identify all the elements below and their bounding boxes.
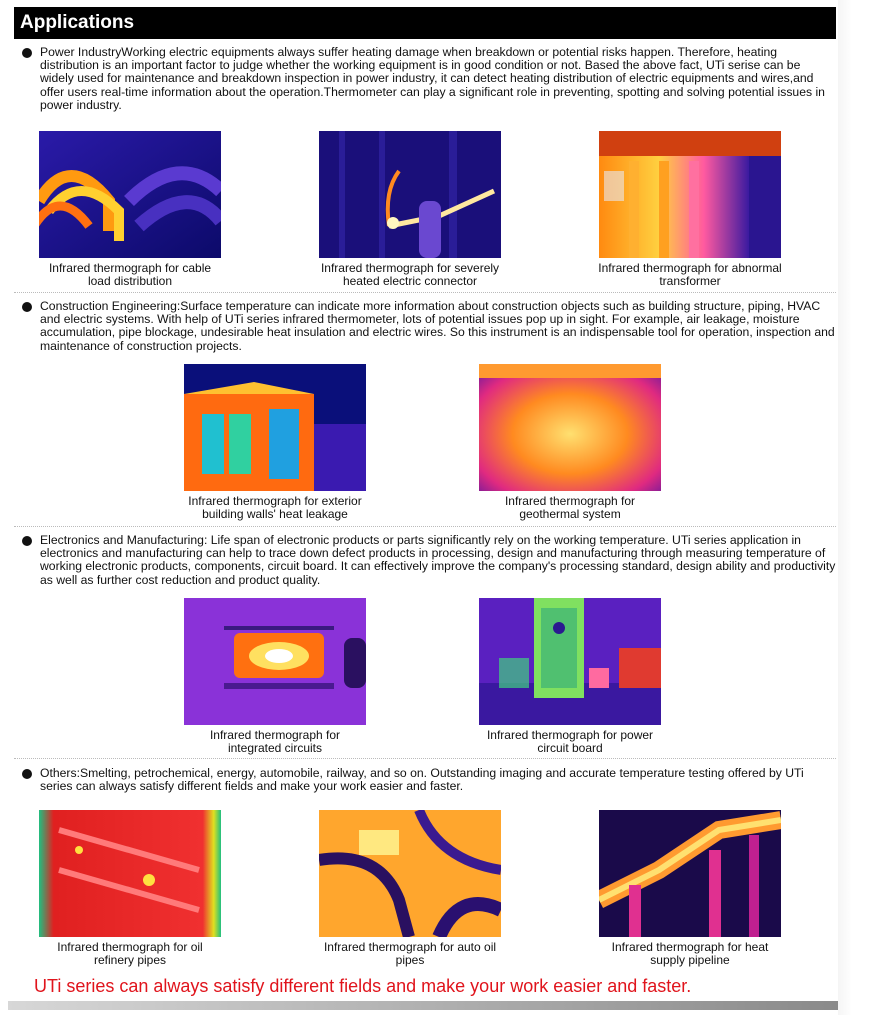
section-paragraph [14,300,836,353]
figure-caption: Infrared thermograph for severely heated electric connector [320,261,500,288]
section-header [14,7,836,39]
figure-caption: Infrared thermograph for integrated circuits [209,728,341,755]
thermal-image-transformer [599,131,781,258]
figure-caption: Infrared thermograph for power circuit board [486,728,654,755]
figure-caption: Infrared thermograph for oil refinery pipes [57,940,203,967]
section-others [14,766,836,967]
thermal-image-building [184,364,366,491]
bullet-icon [22,536,32,546]
figure-connector [317,131,503,287]
section-divider [14,758,836,759]
section-divider [14,526,836,527]
figure-auto-pipes [317,810,503,966]
figure-ic [182,598,368,754]
thermal-image-refinery [39,810,221,937]
section-divider [14,292,836,293]
bottom-bar [8,1001,838,1010]
section-paragraph [14,534,836,587]
section-power-industry [14,45,836,288]
figure-caption: Infrared thermograph for exterior building walls' heat leakage [188,494,362,521]
paragraph-text: Construction Engineering:Surface temperature can indicate more information about construction objects such as building structure, piping, HVAC and electric systems. With help of UTi series infrared thermometer, lots of potential issues pop up in sight. For example, air leakage, moisture accumulation, pipe blockage, undesirable heat insulation and electric wires. So this instrument is an indispensable tool for operation, inspection and maintenance of construction projects. [40,299,835,353]
thermal-image-geothermal [479,364,661,491]
figure-building [182,364,368,520]
section-paragraph [14,767,836,793]
bullet-icon [22,48,32,58]
figure-caption: Infrared thermograph for cable load distribution [48,261,212,288]
thermal-image-heat-pipeline [599,810,781,937]
figure-cable [37,131,223,287]
thermal-image-auto-pipes [319,810,501,937]
paragraph-text: Electronics and Manufacturing: Life span of electronic products or parts significantly rely on the working temperature. UTi series application in electronics and manufacturing can help to trace down defect products in processing, design and manufacturing through measuring temperature of working electronic products, components, circuit board. It can effectively improve the company's processing standard, design ability and productivity as well as further cost reduction and product quality. [40,533,836,587]
thermal-image-cable [39,131,221,258]
figure-caption: Infrared thermograph for auto oil pipes [323,940,497,967]
figure-pcb [477,598,663,754]
figure-caption: Infrared thermograph for abnormal transformer [598,261,782,288]
section-construction [14,299,836,521]
bullet-icon [22,769,32,779]
thermal-image-connector [319,131,501,258]
figure-transformer [597,131,783,287]
page-edge-shade [838,0,852,1015]
thermal-image-ic [184,598,366,725]
figure-caption: Infrared thermograph for geothermal system [504,494,636,521]
page-title: Applications [20,12,135,33]
paragraph-text: Others:Smelting, petrochemical, energy, automobile, railway, and so on. Outstanding imaging and accurate temperature testing offered by UTi series can always satisfy different fields and make your work easier and faster. [40,766,804,794]
figure-refinery [37,810,223,966]
figure-heat-pipeline [597,810,783,966]
thermal-image-pcb [479,598,661,725]
footer-slogan: UTi series can always satisfy different fields and make your work easier and faster. [34,976,692,996]
section-paragraph [14,46,836,112]
figure-geothermal [477,364,663,520]
paragraph-text: Power IndustryWorking electric equipments always suffer heating damage when breakdown or potential risks happen. Therefore, heating distribution is an important factor to judge whether the working equipment is in good condition or not. Based the above fact, UTi serise can be widely used for maintenance and breakdown inspection in power industry, it can detect heating distribution of electric equipments and wires,and offer users real-time information about the operation.Thermometer can play a significant role in preventing, spotting and solving potential issues in power industry. [40,45,825,112]
bullet-icon [22,302,32,312]
figure-caption: Infrared thermograph for heat supply pipeline [611,940,769,967]
section-electronics [14,533,836,755]
